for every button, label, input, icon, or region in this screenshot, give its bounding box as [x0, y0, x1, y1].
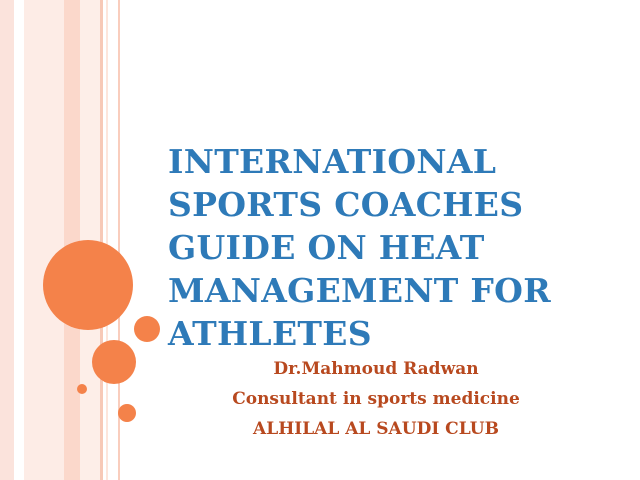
decor-stripe [14, 0, 24, 480]
decor-circle-dot [77, 384, 87, 394]
decor-stripe [100, 0, 103, 480]
author-role: Consultant in sports medicine [232, 389, 520, 409]
author-organization: ALHILAL AL SAUDI CLUB [253, 419, 499, 439]
slide-title [168, 140, 628, 355]
decor-circle-medium [134, 316, 160, 342]
decor-stripe [0, 0, 14, 480]
title-line: MANAGEMENT FOR [168, 271, 551, 310]
decor-circle-small [118, 404, 136, 422]
slide-subtitle [180, 354, 572, 444]
title-line: ATHLETES [168, 314, 372, 353]
author-name: Dr.Mahmoud Radwan [273, 359, 479, 379]
decor-circle-medium [92, 340, 136, 384]
decor-stripe [24, 0, 64, 480]
decor-circle-large [43, 240, 133, 330]
title-line: SPORTS COACHES [168, 185, 524, 224]
title-line: INTERNATIONAL [168, 142, 497, 181]
decor-stripe [106, 0, 108, 480]
title-line: GUIDE ON HEAT [168, 228, 485, 267]
